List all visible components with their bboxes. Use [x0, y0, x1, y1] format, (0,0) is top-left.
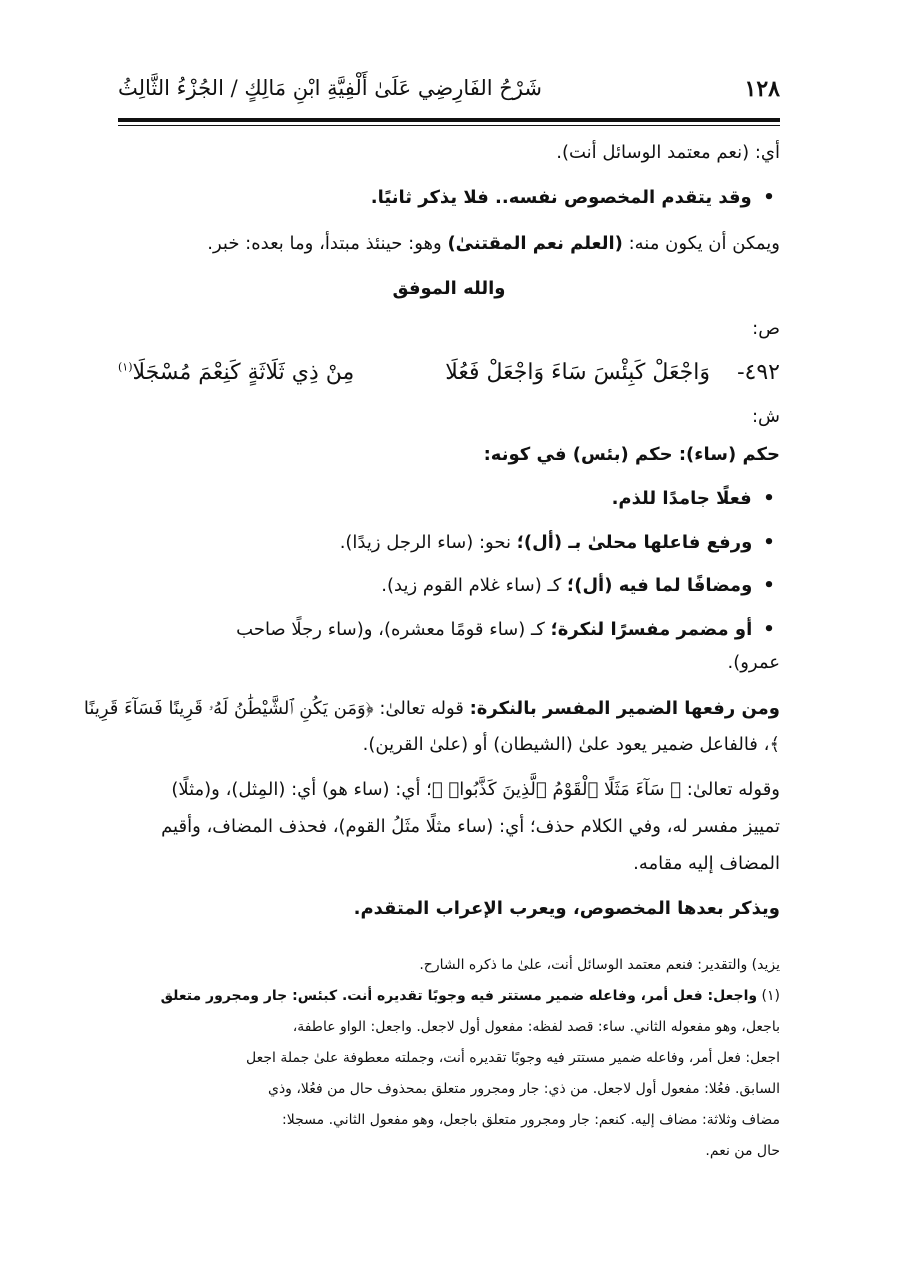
bullet-item — [340, 532, 780, 553]
text-span: وهو: حينئذ مبتدأ، وما بعده: خبر. — [207, 233, 448, 254]
text-span: ويمكن أن يكون منه: — [622, 233, 780, 254]
book-title: شَرْحُ الفَارِضِي عَلَىٰ أَلْفِيَّةِ ابْنِ مَالِكٍ / الجُزْءُ الثَّالِثُ — [118, 76, 543, 100]
text-line: ويذكر بعدها المخصوص، ويعرب الإعراب المتقدم. — [353, 898, 780, 919]
header-rule-thin — [118, 125, 780, 126]
footnote-line: يزيد) والتقدير: فنعم معتمد الوسائل أنت، علىٰ ما ذكره الشارح. — [419, 957, 780, 973]
bullet-example: كـ (ساء غلام القوم زيد). — [381, 575, 568, 596]
footnote-line: السابق. فعُلا: مفعول أول لاجعل. من ذي: جار ومجرور متعلق بمحذوف حال من فعُلا، وذي — [267, 1081, 780, 1097]
header-rule-thick — [118, 118, 780, 122]
verse-text: مِنْ ذِي ثَلَاثَةٍ كَنِعْمَ مُسْجَلَا — [132, 360, 355, 385]
bullet-text: فعلًا جامدًا للذم. — [611, 488, 752, 509]
quran-quote: قوله تعالىٰ: ﴿وَمَن يَكُنِ ٱلشَّيْطَٰنُ لَهُۥ قَرِينًا فَسَآءَ قَرِينًا — [83, 698, 470, 719]
bullet-icon: • — [763, 619, 775, 640]
bullet-icon: • — [763, 532, 775, 553]
footnote-text: واجعل: فعل أمر، وفاعله ضمير مستتر فيه وجوبًا تقديره أنت. كبئس: جار ومجرور متعلق — [160, 988, 758, 1004]
verse-second-hemistich — [118, 360, 354, 385]
text-span: ومن رفعها الضمير المفسر بالنكرة: — [469, 698, 780, 719]
text-line: عمرو). — [727, 652, 780, 673]
verse-number: ٤٩٢- — [737, 360, 780, 385]
bullet-icon: • — [763, 488, 775, 509]
footnote-number: (١) — [761, 988, 780, 1004]
shin-marker: ش: — [751, 406, 780, 427]
bullet-text: أو مضمر مفسرًا لنكرة؛ — [550, 619, 753, 640]
footnote-line: اجعل: فعل أمر، وفاعله ضمير مستتر فيه وجوبًا تقديره أنت، وجملته معطوفة علىٰ جملة اجعل — [246, 1050, 780, 1066]
text-line: وقوله تعالىٰ: ﴿ سَآءَ مَثَلًا ٱلْقَوْمُ ٱلَّذِينَ كَذَّبُوا۟ ﴾؛ أي: (ساء هو) أي: (المِثل)، و(مثلًا) — [171, 779, 780, 800]
bullet-example: كـ (ساء قومًا معشره)، و(ساء رجلًا صاحب — [236, 619, 551, 640]
text-line: تمييز مفسر له، وفي الكلام حذف؛ أي: (ساء مثلًا مثَلُ القوم)، فحذف المضاف، وأقيم — [161, 816, 780, 837]
running-header — [118, 74, 780, 114]
page-number: ١٢٨ — [744, 76, 780, 102]
bullet-item — [612, 488, 780, 509]
closing-phrase: والله الموفق — [392, 278, 506, 299]
bullet-item — [371, 187, 780, 208]
bullet-example: نحو: (ساء الرجل زيدًا). — [339, 532, 517, 553]
bullet-text: ومضافًا لما فيه (أل)؛ — [567, 575, 753, 596]
text-line: ﴾، فالفاعل ضمير يعود علىٰ (الشيطان) أو (علىٰ القرين). — [362, 734, 780, 755]
sad-marker: ص: — [752, 318, 780, 339]
text-line — [207, 233, 780, 254]
footnote-line — [161, 988, 780, 1004]
bullet-icon: • — [763, 575, 775, 596]
footnote-line: باجعل، وهو مفعوله الثاني. ساء: قصد لفظه: مفعول أول لاجعل. واجعل: الواو عاطفة، — [292, 1019, 780, 1035]
footnote-marker: (١) — [118, 360, 133, 374]
bullet-item — [236, 619, 780, 640]
text-line: أي: (نعم معتمد الوسائل أنت). — [556, 142, 780, 163]
text-line — [84, 698, 780, 719]
text-line: حكم (ساء): حكم (بئس) في كونه: — [483, 444, 780, 465]
bullet-icon: • — [763, 187, 775, 208]
example-bold: (العلم نعم المقتنىٰ) — [447, 233, 623, 254]
bullet-text: ورفع فاعلها محلىٰ بـ (أل)؛ — [516, 532, 753, 553]
verse-first-hemistich: وَاجْعَلْ كَبِئْسَ سَاءَ وَاجْعَلْ فَعُلَا — [445, 360, 710, 385]
footnote-line: حال من نعم. — [705, 1143, 780, 1159]
footnote-divider — [118, 937, 780, 938]
footnote-line: مضاف وثلاثة: مضاف إليه. كنعم: جار ومجرور متعلق باجعل، وهو مفعول الثاني. مسجلا: — [282, 1112, 780, 1128]
bullet-text: وقد يتقدم المخصوص نفسه.. فلا يذكر ثانيًا. — [370, 187, 752, 208]
bullet-item — [381, 575, 780, 596]
text-line: المضاف إليه مقامه. — [633, 853, 780, 874]
